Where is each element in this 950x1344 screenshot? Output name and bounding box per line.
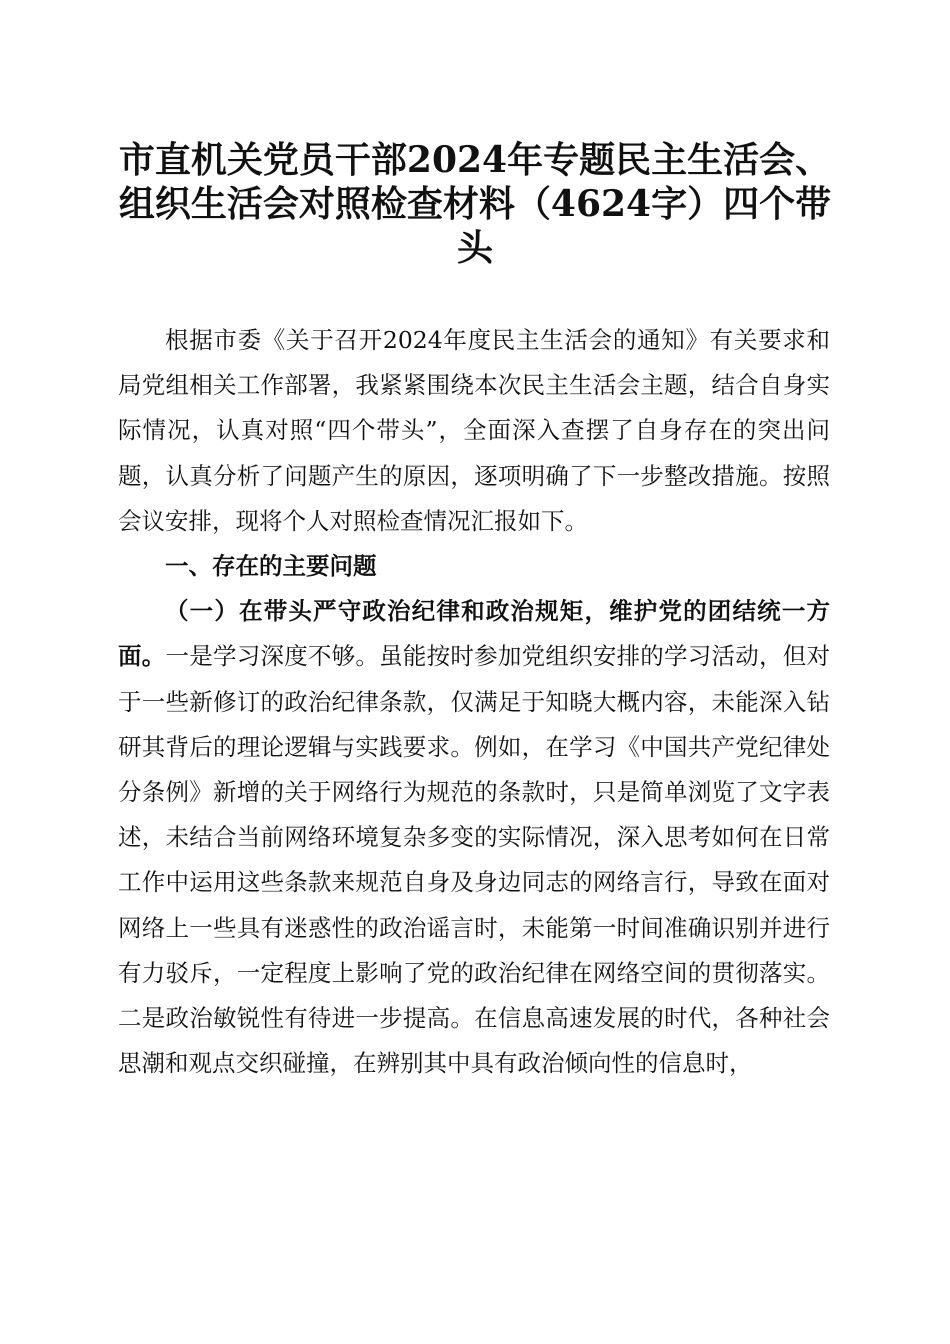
problem-paragraph bbox=[118, 589, 830, 1086]
sub-heading: （一）在带头严守政治纪律和政治规矩，维护党的团结统一方面。 bbox=[118, 597, 830, 671]
intro-paragraph: 根据市委《关于召开2024年度民主生活会的通知》有关要求和局党组相关工作部署，我紧紧围绕本次民主生活会主题，结合自身实际情况，认真对照“四个带头”，全面深入查摆了自身存在的突出问题，认真分析了问题产生的原因，逐项明确了下一步整改措施。按照会议安排，现将个人对照检查情况汇报如下。 bbox=[118, 326, 830, 535]
document-title: 市直机关党员干部2024年专题民主生活会、组织生活会对照检查材料（4624字）四个带头 bbox=[118, 139, 832, 269]
problem-text: 一是学习深度不够。虽能按时参加党组织安排的学习活动，但对于一些新修订的政治纪律条款，仅满足于知晓大概内容，未能深入钻研其背后的理论逻辑与实践要求。例如，在学习《中国共产党纪律处分条例》新增的关于网络行为规范的条款时，只是简单浏览了文字表述，未结合当前网络环境复杂多变的实际情况，深入思考如何在日常工作中运用这些条款来规范自身及身边同志的网络言行，导致在面对网络上一些具有迷惑性的政治谣言时，未能第一时间准确识别并进行有力驳斥，一定程度上影响了党的政治纪律在网络空间的贯彻落实。二是政治敏锐性有待进一步提高。在信息高速发展的时代，各种社会思潮和观点交织碰撞，在辨别其中具有政治倾向性的信息时， bbox=[118, 642, 831, 1078]
document-body bbox=[118, 318, 830, 1086]
section-heading: 一、存在的主要问题 bbox=[165, 552, 377, 581]
